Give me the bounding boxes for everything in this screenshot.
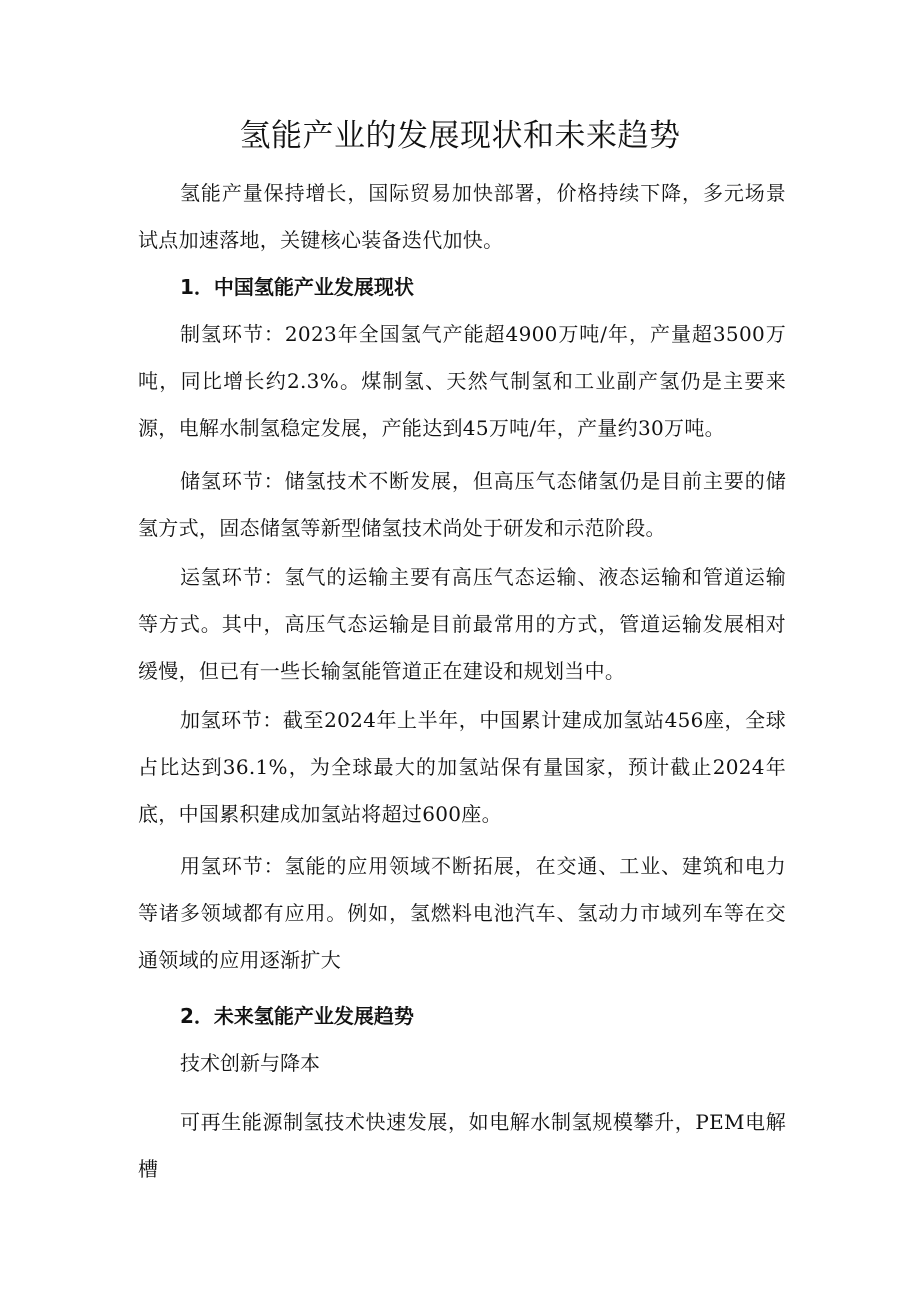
document-title: 氢能产业的发展现状和未来趋势 [239,118,681,154]
section-2-paragraph: 可再生能源制氢技术快速发展，如电解水制氢规模攀升，PEM电解槽 [138,1110,786,1181]
section-2-heading: 2．未来氢能产业发展趋势 [180,1004,414,1028]
usage-paragraph: 用氢环节：氢能的应用领域不断拓展，在交通、工业、建筑和电力等诸多领域都有应用。例如，氢燃料电池汽车、氢动力市域列车等在交通领域的应用逐渐扩大 [138,854,786,972]
production-paragraph: 制氢环节：2023年全国氢气产能超4900万吨/年，产量超3500万吨，同比增长约2.3%。煤制氢、天然气制氢和工业副产氢仍是主要来源，电解水制氢稳定发展，产能达到45万吨/年，产量约30万吨。 [138,322,786,440]
refueling-paragraph: 加氢环节：截至2024年上半年，中国累计建成加氢站456座，全球占比达到36.1%，为全球最大的加氢站保有量国家，预计截止2024年底，中国累积建成加氢站将超过600座。 [138,708,786,826]
section-1-heading: 1．中国氢能产业发展现状 [180,275,414,299]
section-2-subheading: 技术创新与降本 [180,1051,320,1075]
intro-paragraph: 氢能产量保持增长，国际贸易加快部署，价格持续下降，多元场景试点加速落地，关键核心装备迭代加快。 [138,181,786,252]
transport-paragraph: 运氢环节：氢气的运输主要有高压气态运输、液态运输和管道运输等方式。其中，高压气态运输是目前最常用的方式，管道运输发展相对缓慢，但已有一些长输氢能管道正在建设和规划当中。 [138,565,786,683]
storage-paragraph: 储氢环节：储氢技术不断发展，但高压气态储氢仍是目前主要的储氢方式，固态储氢等新型储氢技术尚处于研发和示范阶段。 [138,469,786,540]
